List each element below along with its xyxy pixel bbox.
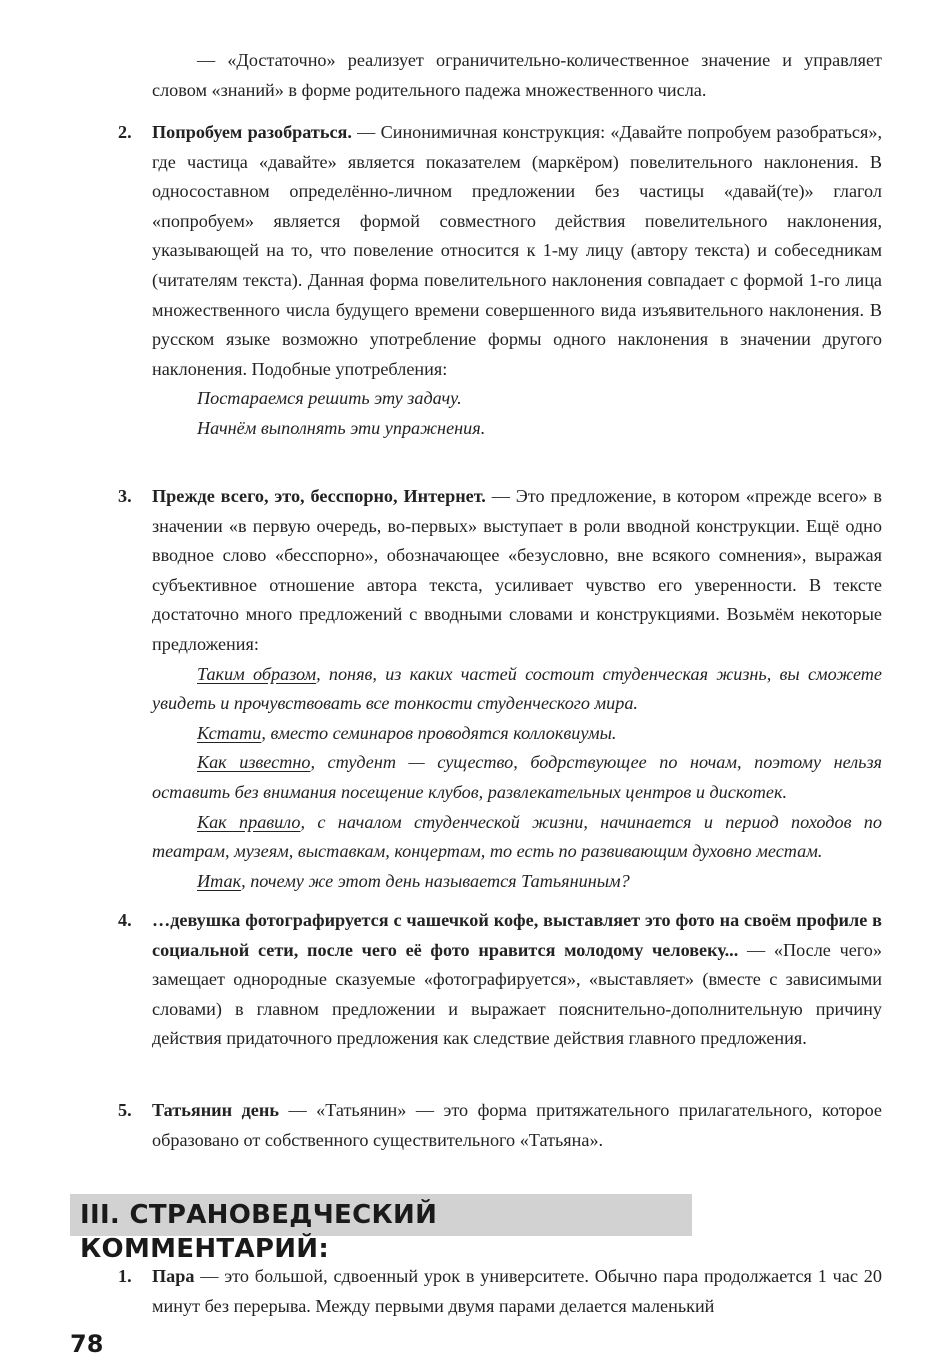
- item-term: Прежде всего, это, бесспорно, Интернет.: [152, 486, 486, 506]
- comment-item-3: [152, 482, 882, 896]
- item-body: — это большой, сдвоенный урок в университете. Обычно пара продолжается 1 час 20 минут без перерыва. Между первыми двумя парами делается маленький: [152, 1266, 882, 1316]
- example-rest: , студент — существо, бодрствующее по ночам, поэтому нельзя оставить без внимания посещение клубов, развлекательных центров и дискотек.: [152, 752, 882, 802]
- example-line: [152, 719, 882, 749]
- item-term: …девушка фотографируется с чашечкой кофе, выставляет это фото на своём профиле в социальной сети, после чего её фото нравится молодому человеку...: [152, 910, 882, 960]
- section-item-1: [152, 1262, 882, 1321]
- example-rest: , почему же этот день называется Татьяниным?: [241, 870, 630, 891]
- introductory-word: Как известно: [197, 752, 311, 773]
- introductory-word: Как правило: [197, 811, 301, 832]
- example-rest: , вместо семинаров проводятся коллоквиумы.: [261, 722, 617, 743]
- section-heading-text: III. СТРАНОВЕДЧЕСКИЙ КОММЕНТАРИЙ:: [80, 1200, 438, 1264]
- introductory-word: Итак: [197, 870, 242, 891]
- intro-paragraph: [152, 46, 882, 105]
- introductory-word: Кстати: [197, 722, 262, 743]
- example-rest: , поняв, из каких частей состоит студенческая жизнь, вы сможете увидеть и прочувствовать все тонкости студенческого мира.: [152, 663, 882, 714]
- comment-item-2: [152, 118, 882, 444]
- item-term: Попробуем разобраться.: [152, 122, 352, 142]
- item-term: Татьянин день: [152, 1100, 279, 1120]
- item-number: 5.: [118, 1100, 132, 1120]
- page-number: 78: [70, 1330, 104, 1358]
- item-number: 3.: [118, 486, 132, 506]
- item-term: Пара: [152, 1266, 195, 1286]
- introductory-word: Таким образом: [197, 663, 317, 684]
- example-line: Постараемся решить эту задачу.: [197, 388, 462, 409]
- example-line: [152, 660, 882, 719]
- item-body: — Это предложение, в котором «прежде всего» в значении «в первую очередь, во-первых» выступает в роли вводной конструкции. Ещё одно вводное слово «бесспорно», обозначающее «безусловно, вне всякого сомнения», выражая субъективное отношение автора текста, усиливает чувство его уверенности. В тексте достаточно много предложений с вводными словами и конструкциями. Возьмём некоторые предложения:: [152, 486, 882, 654]
- item-number: 4.: [118, 910, 132, 930]
- example-line: [152, 748, 882, 807]
- example-line: [152, 808, 882, 867]
- item-body: — «Татьянин» — это форма притяжательного прилагательного, которое образовано от собственного существительного «Татьяна».: [152, 1100, 882, 1150]
- example-line: [152, 867, 882, 897]
- section-heading: [70, 1194, 692, 1264]
- item-body: — «После чего» замещает однородные сказуемые «фотографируется», «выставляет» (вместе с зависимыми словами) в главном предложении и выражает пояснительно-дополнительную причину действия придаточного предложения как следствие действия главного предложения.: [152, 939, 882, 1049]
- comment-item-4: [152, 906, 882, 1054]
- item-number: 1.: [118, 1266, 132, 1286]
- comment-item-5: [152, 1096, 882, 1155]
- item-number: 2.: [118, 122, 132, 142]
- item-body: — Синонимичная конструкция: «Давайте попробуем разобраться», где частица «давайте» является показателем (маркёром) повелительного наклонения. В односоставном определённо-личном предложении без частицы «давай(те)» глагол «попробуем» является формой совместного действия повелительного наклонения, указывающей на то, что повеление относится к 1-му лицу (автору текста) и собеседникам (читателям текста). Данная форма повелительного наклонения совпадает с формой 1-го лица множественного числа будущего времени совершенного вида изъявительного наклонения. В русском языке возможно употребление формы одного наклонения в значении другого наклонения. Подобные употребления:: [152, 122, 883, 379]
- intro-text: — «Достаточно» реализует ограничительно-количественное значение и управляет словом «знаний» в форме родительного падежа множественного числа.: [152, 50, 882, 100]
- example-rest: , с началом студенческой жизни, начинается и период походов по театрам, музеям, выставкам, концертам, то есть по развивающим духовно местам.: [152, 811, 882, 862]
- example-line: Начнём выполнять эти упражнения.: [197, 417, 486, 438]
